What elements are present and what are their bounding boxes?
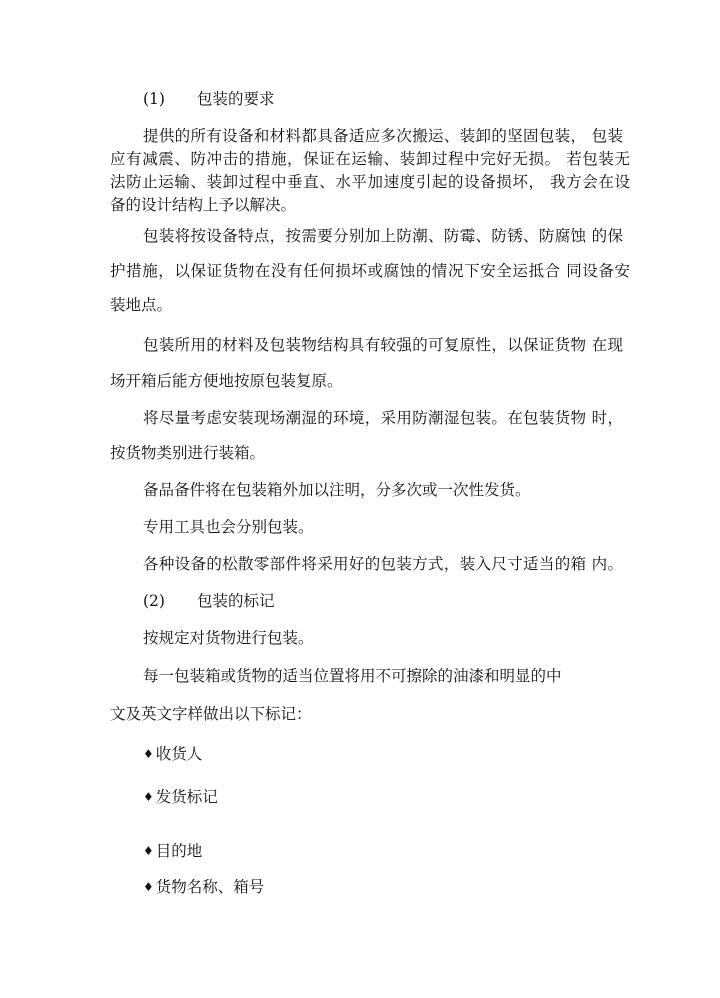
paragraph-line: 护措施，以保证货物在没有任何损坏或腐蚀的情况下安全运抵合 同设备安 — [110, 262, 630, 280]
list-item-label: 发货标记 — [155, 788, 218, 806]
list-item — [143, 840, 663, 863]
paragraph-line: 包装将按设备特点，按需要分别加上防潮、防霉、防锈、防腐蚀 的保 — [143, 227, 623, 245]
paragraph-line: 包装所用的材料及包装物结构具有较强的可复原性，以保证货物 在现 — [143, 336, 623, 354]
section-heading-2 — [143, 590, 663, 612]
section-number: (2) — [143, 592, 165, 610]
paragraph-line: 备的设计结构上予以解决。 — [110, 196, 297, 214]
paragraph-line: 各种设备的松散零部件将采用好的包装方式，装入尺寸适当的箱 内。 — [143, 555, 623, 573]
diamond-bullet-icon: ♦ — [143, 880, 154, 894]
paragraph-line: 专用工具也会分别包装。 — [143, 518, 314, 536]
paragraph-line: 按货物类别进行装箱。 — [110, 444, 266, 462]
list-item — [143, 743, 663, 766]
list-item — [143, 876, 663, 899]
paragraph-line: 应有减震、防冲击的措施，保证在运输、装卸过程中完好无损。 若包装无 — [110, 150, 630, 168]
paragraph-line: 文及英文字样做出以下标记： — [110, 705, 312, 723]
list-item — [143, 786, 663, 809]
paragraph-line: 每一包装箱或货物的适当位置将用不可擦除的油漆和明显的中 — [143, 667, 562, 685]
paragraph-line: 提供的所有设备和材料都具备适应多次搬运、装卸的坚固包装， 包装 — [143, 127, 623, 145]
paragraph-line: 备品备件将在包装箱外加以注明，分多次或一次性发货。 — [143, 481, 531, 499]
diamond-bullet-icon: ♦ — [143, 790, 154, 804]
paragraph-line: 场开箱后能方便地按原包装复原。 — [110, 372, 343, 390]
section-heading-1 — [143, 88, 663, 110]
paragraph-line: 按规定对货物进行包装。 — [143, 629, 314, 647]
section-title: 包装的要求 — [197, 90, 275, 108]
diamond-bullet-icon: ♦ — [143, 747, 154, 761]
paragraph-line: 法防止运输、装卸过程中垂直、水平加速度引起的设备损坏， 我方会在设 — [110, 173, 630, 191]
list-item-label: 货物名称、箱号 — [155, 878, 265, 896]
paragraph-line: 将尽量考虑安装现场潮湿的环境，采用防潮湿包装。在包装货物 时， — [143, 409, 623, 427]
section-title: 包装的标记 — [197, 592, 275, 610]
list-item-label: 收货人 — [155, 745, 203, 763]
section-number: (1) — [143, 90, 165, 108]
paragraph-line: 装地点。 — [110, 296, 173, 314]
diamond-bullet-icon: ♦ — [143, 844, 154, 858]
list-item-label: 目的地 — [155, 842, 203, 860]
